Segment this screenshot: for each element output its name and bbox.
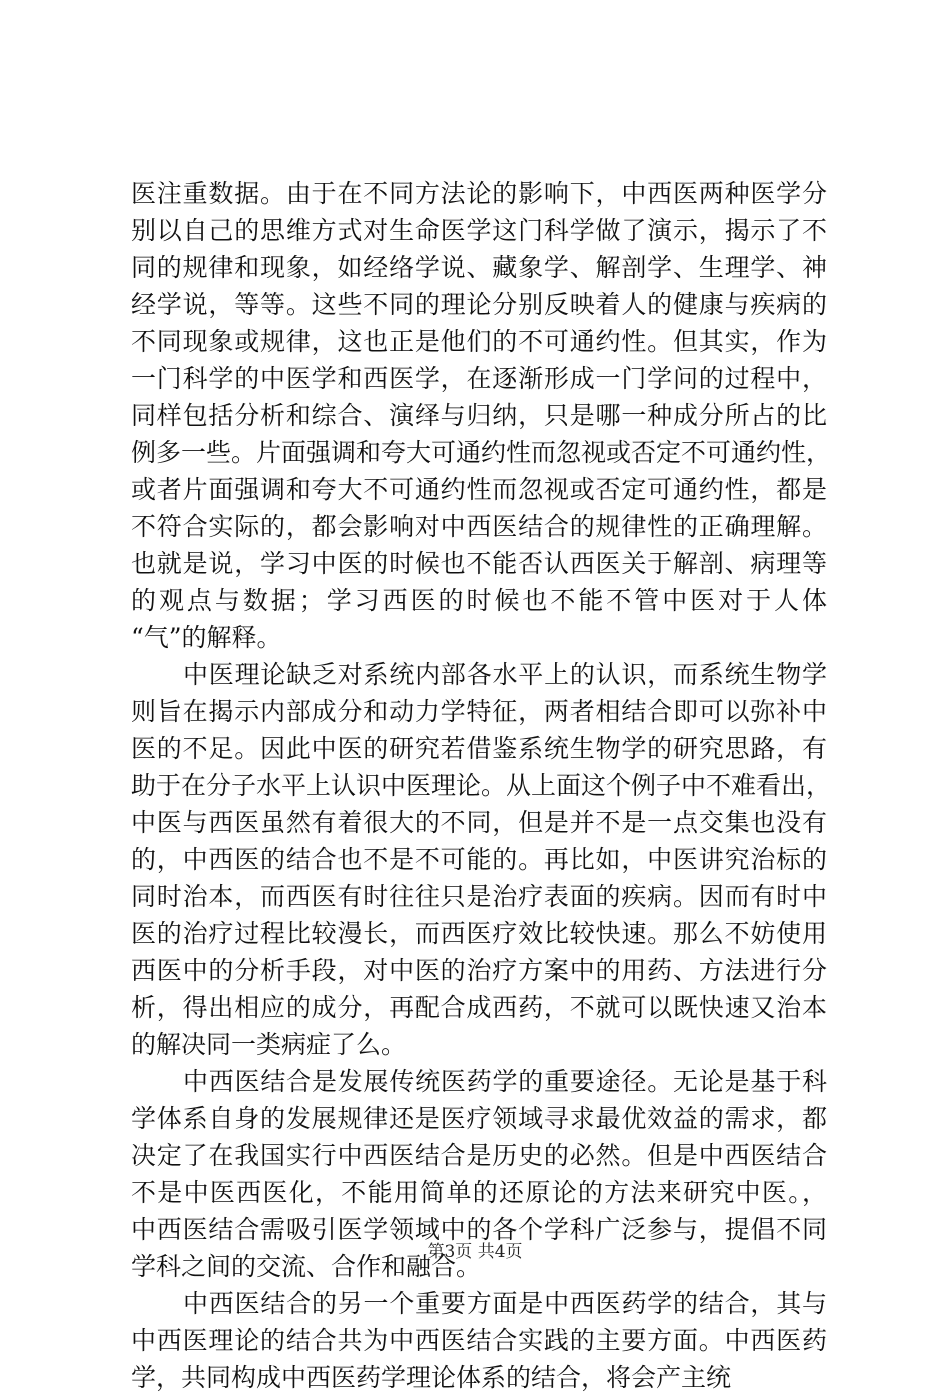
text-line: 不是中医西医化，不能用简单的还原论的方法来研究中医。， [131,1178,827,1207]
text-line: 中西医结合需吸引医学领域中的各个学科广泛参与，提倡不同 [131,1215,827,1244]
paragraph-start-line: 中医理论缺乏对系统内部各水平上的认识，而系统生物学 [183,660,827,689]
text-line: 的解决同一类病症了么。 [131,1030,407,1059]
document-body [131,175,832,1396]
text-line: 析，得出相应的成分，再配合成西药，不就可以既快速又治本 [131,993,827,1022]
text-line: 中西医理论的结合共为中西医结合实践的主要方面。中西医药 [131,1326,827,1355]
text-line: 同的规律和现象，如经络学说、藏象学、解剖学、生理学、神 [131,253,827,282]
text-line: 则旨在揭示内部成分和动力学特征，两者相结合即可以弥补中 [131,697,827,726]
text-line: “气”的解释。 [131,623,282,652]
text-line: 同样包括分析和综合、演绎与归纳，只是哪一种成分所占的比 [131,401,827,430]
paragraph-start-line: 中西医结合是发展传统医药学的重要途径。无论是基于科 [183,1067,827,1096]
text-line: 学体系自身的发展规律还是医疗领域寻求最优效益的需求，都 [131,1104,827,1133]
text-line: 经学说，等等。这些不同的理论分别反映着人的健康与疾病的 [131,290,827,319]
text-line: 的观点与数据；学习西医的时候也不能不管中医对于人体 [131,586,827,615]
text-line: 医的不足。因此中医的研究若借鉴系统生物学的研究思路，有 [131,734,827,763]
text-line: 学科之间的交流、合作和融合。 [131,1252,482,1281]
paragraph-start-line: 中西医结合的另一个重要方面是中西医药学的结合，其与 [183,1289,827,1318]
text-line: 中医与西医虽然有着很大的不同，但是并不是一点交集也没有 [131,808,827,837]
text-line: 助于在分子水平上认识中医理论。从上面这个例子中不难看出， [131,771,832,800]
text-line: 或者片面强调和夸大不可通约性而忽视或否定可通约性，都是 [131,475,827,504]
text-line: 也就是说，学习中医的时候也不能否认西医关于解剖、病理等 [131,549,827,578]
text-line: 一门科学的中医学和西医学，在逐渐形成一门学问的过程中， [131,364,827,393]
text-line: 西医中的分析手段，对中医的治疗方案中的用药、方法进行分 [131,956,827,985]
text-line: 的，中西医的结合也不是不可能的。再比如，中医讲究治标的 [131,845,827,874]
text-line: 决定了在我国实行中西医结合是历史的必然。但是中西医结合 [131,1141,827,1170]
text-line: 例多一些。片面强调和夸大可通约性而忽视或否定不可通约性， [131,438,832,467]
text-line: 不符合实际的，都会影响对中西医结合的规律性的正确理解。 [131,512,827,541]
text-line: 医的治疗过程比较漫长，而西医疗效比较快速。那么不妨使用 [131,919,827,948]
page-number-footer: 第3页 共4页 [427,1242,523,1262]
text-line: 别以自己的思维方式对生命医学这门科学做了演示，揭示了不 [131,216,827,245]
text-line: 不同现象或规律，这也正是他们的不可通约性。但其实，作为 [131,327,827,356]
text-line: 学，共同构成中西医药学理论体系的结合，将会产主统 [131,1363,732,1392]
text-line: 同时治本，而西医有时往往只是治疗表面的疾病。因而有时中 [131,882,827,911]
text-line: 医注重数据。由于在不同方法论的影响下，中西医两种医学分 [131,179,827,208]
